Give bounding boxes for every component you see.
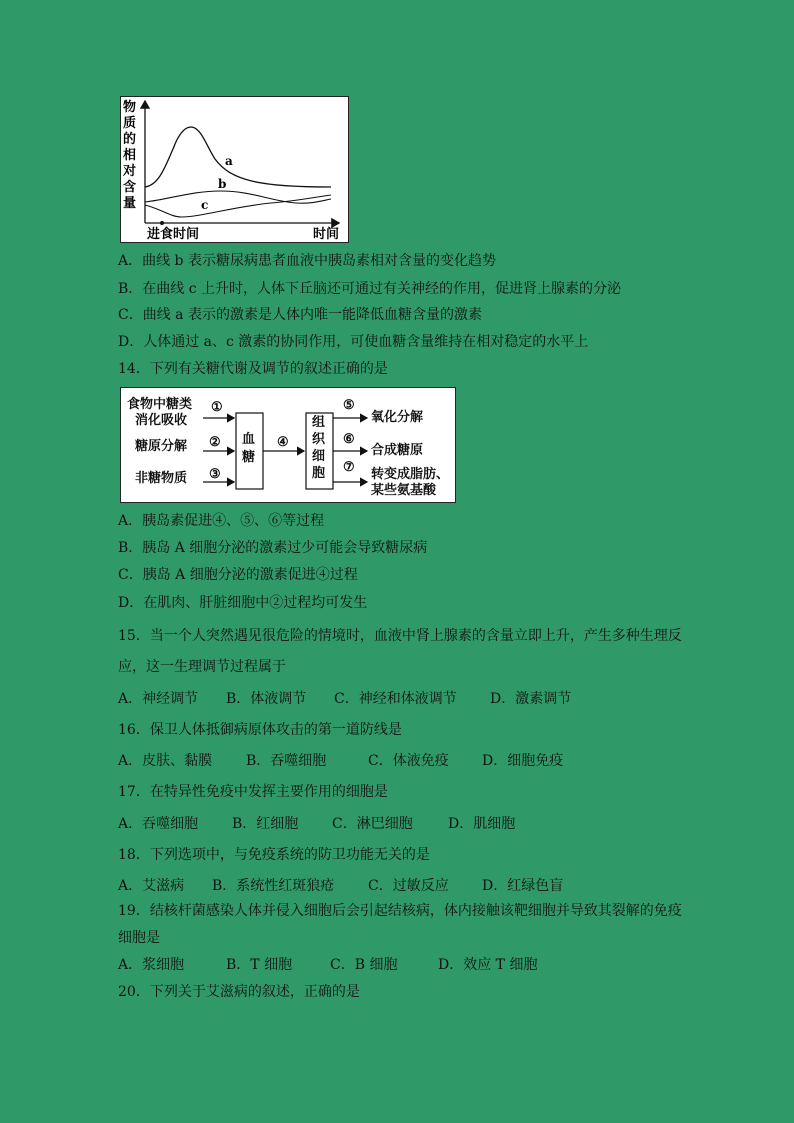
process-6-label: ⑥ (343, 432, 355, 447)
q15-option-a: A．神经调节 (118, 691, 199, 707)
q15-option-d: D．激素调节 (490, 691, 572, 707)
q20-stem: 20．下列关于艾滋病的叙述，正确的是 (118, 984, 360, 1000)
q17-option-d: D．肌细胞 (448, 816, 516, 832)
y-label-char: 量 (123, 196, 137, 211)
q16-option-c: C．体液免疫 (368, 753, 449, 769)
q18-option-d: D．红绿色盲 (482, 878, 564, 894)
source-food-line1: 食物中糖类 (127, 397, 193, 412)
process-4-label: ④ (277, 435, 289, 450)
feeding-time-tick (160, 221, 164, 225)
q18-stem: 18．下列选项中，与免疫系统的防卫功能无关的是 (118, 847, 430, 863)
output-fat-line2: 某些氨基酸 (371, 483, 437, 498)
output-glycogen: 合成糖原 (371, 443, 424, 458)
q18-option-b: B．系统性红斑狼疮 (212, 878, 335, 894)
q14-option-c: C．胰岛 A 细胞分泌的激素促进④过程 (118, 567, 358, 583)
q14-option-a: A．胰岛素促进④、⑤、⑥等过程 (118, 513, 325, 529)
process-7-label: ⑦ (343, 460, 355, 475)
curve-c (145, 195, 331, 217)
q14-option-b: B．胰岛 A 细胞分泌的激素过少可能会导致糖尿病 (118, 540, 428, 556)
curve-c-label: c (201, 198, 209, 212)
y-label-char: 物 (123, 100, 137, 115)
q16-stem: 16．保卫人体抵御病原体攻击的第一道防线是 (118, 722, 402, 738)
q15-stem-line2: 应，这一生理调节过程属于 (118, 659, 286, 675)
q19-option-c: C．B 细胞 (330, 957, 398, 973)
q17-stem: 17．在特异性免疫中发挥主要作用的细胞是 (118, 784, 388, 800)
glucose-metabolism-diagram (120, 387, 456, 503)
tissue-label-4: 胞 (312, 466, 326, 481)
q13-option-a: A．曲线 b 表示糖尿病患者血液中胰岛素相对含量的变化趋势 (118, 253, 496, 269)
curve-b (145, 191, 331, 203)
curve-a (145, 127, 331, 187)
y-label-char: 相 (123, 148, 137, 163)
hormone-curve-graph (121, 97, 348, 242)
tissue-label-3: 细 (312, 449, 326, 464)
q16-option-b: B．吞噬细胞 (246, 753, 327, 769)
q14-stem: 14．下列有关糖代谢及调节的叙述正确的是 (118, 361, 388, 377)
source-glycogen: 糖原分解 (135, 439, 188, 454)
output-fat-line1: 转变成脂肪、 (371, 467, 450, 482)
q17-option-b: B．红细胞 (232, 816, 299, 832)
process-5-label: ⑤ (343, 398, 355, 413)
q19-option-b: B．T 细胞 (226, 957, 293, 973)
q19-stem-line1: 19．结核杆菌感染人体并侵入细胞后会引起结核病，体内接触该靶细胞并导致其裂解的免疫 (118, 903, 682, 919)
x-tick-label: 进食时间 (147, 227, 200, 242)
q13-option-d: D．人体通过 a、c 激素的协同作用，可使血糖含量维持在相对稳定的水平上 (118, 334, 589, 350)
y-label-char: 含 (123, 180, 137, 195)
q18-option-c: C．过敏反应 (368, 878, 449, 894)
y-label-char: 对 (123, 164, 137, 179)
blood-label-1: 血 (242, 432, 256, 447)
blood-label-2: 糖 (242, 450, 256, 465)
curve-b-label: b (218, 177, 227, 191)
q16-option-d: D．细胞免疫 (482, 753, 564, 769)
process-3-label: ③ (209, 467, 221, 482)
glucose-flow-svg (121, 388, 455, 502)
q13-option-c: C．曲线 a 表示的激素是人体内唯一能降低血糖含量的激素 (118, 307, 482, 323)
q15-option-b: B．体液调节 (226, 691, 307, 707)
q15-option-c: C．神经和体液调节 (334, 691, 457, 707)
x-axis-label: 时间 (313, 227, 340, 242)
y-label-char: 质 (123, 116, 137, 131)
q19-option-a: A．浆细胞 (118, 957, 185, 973)
q19-option-d: D．效应 T 细胞 (438, 957, 538, 973)
tissue-label-2: 织 (312, 432, 326, 447)
q17-option-c: C．淋巴细胞 (332, 816, 413, 832)
q18-option-a: A．艾滋病 (118, 878, 185, 894)
source-non-sugar: 非糖物质 (135, 471, 188, 486)
q14-option-d: D．在肌肉、肝脏细胞中②过程均可发生 (118, 595, 368, 611)
q13-option-b: B．在曲线 c 上升时，人体下丘脑还可通过有关神经的作用，促进肾上腺素的分泌 (118, 281, 622, 297)
process-1-label: ① (211, 400, 223, 415)
process-2-label: ② (209, 435, 221, 450)
tissue-label-1: 组 (312, 415, 326, 430)
q15-stem-line1: 15．当一个人突然遇见很危险的情境时，血液中肾上腺素的含量立即上升，产生多种生理反 (118, 628, 682, 644)
output-oxidation: 氧化分解 (371, 410, 424, 425)
q19-stem-line2: 细胞是 (118, 930, 160, 946)
y-label-char: 的 (123, 132, 137, 147)
source-food-line2: 消化吸收 (135, 413, 188, 428)
curve-a-label: a (225, 154, 233, 168)
q16-option-a: A．皮肤、黏膜 (118, 753, 213, 769)
q17-option-a: A．吞噬细胞 (118, 816, 199, 832)
hormone-curve-figure (120, 96, 349, 243)
